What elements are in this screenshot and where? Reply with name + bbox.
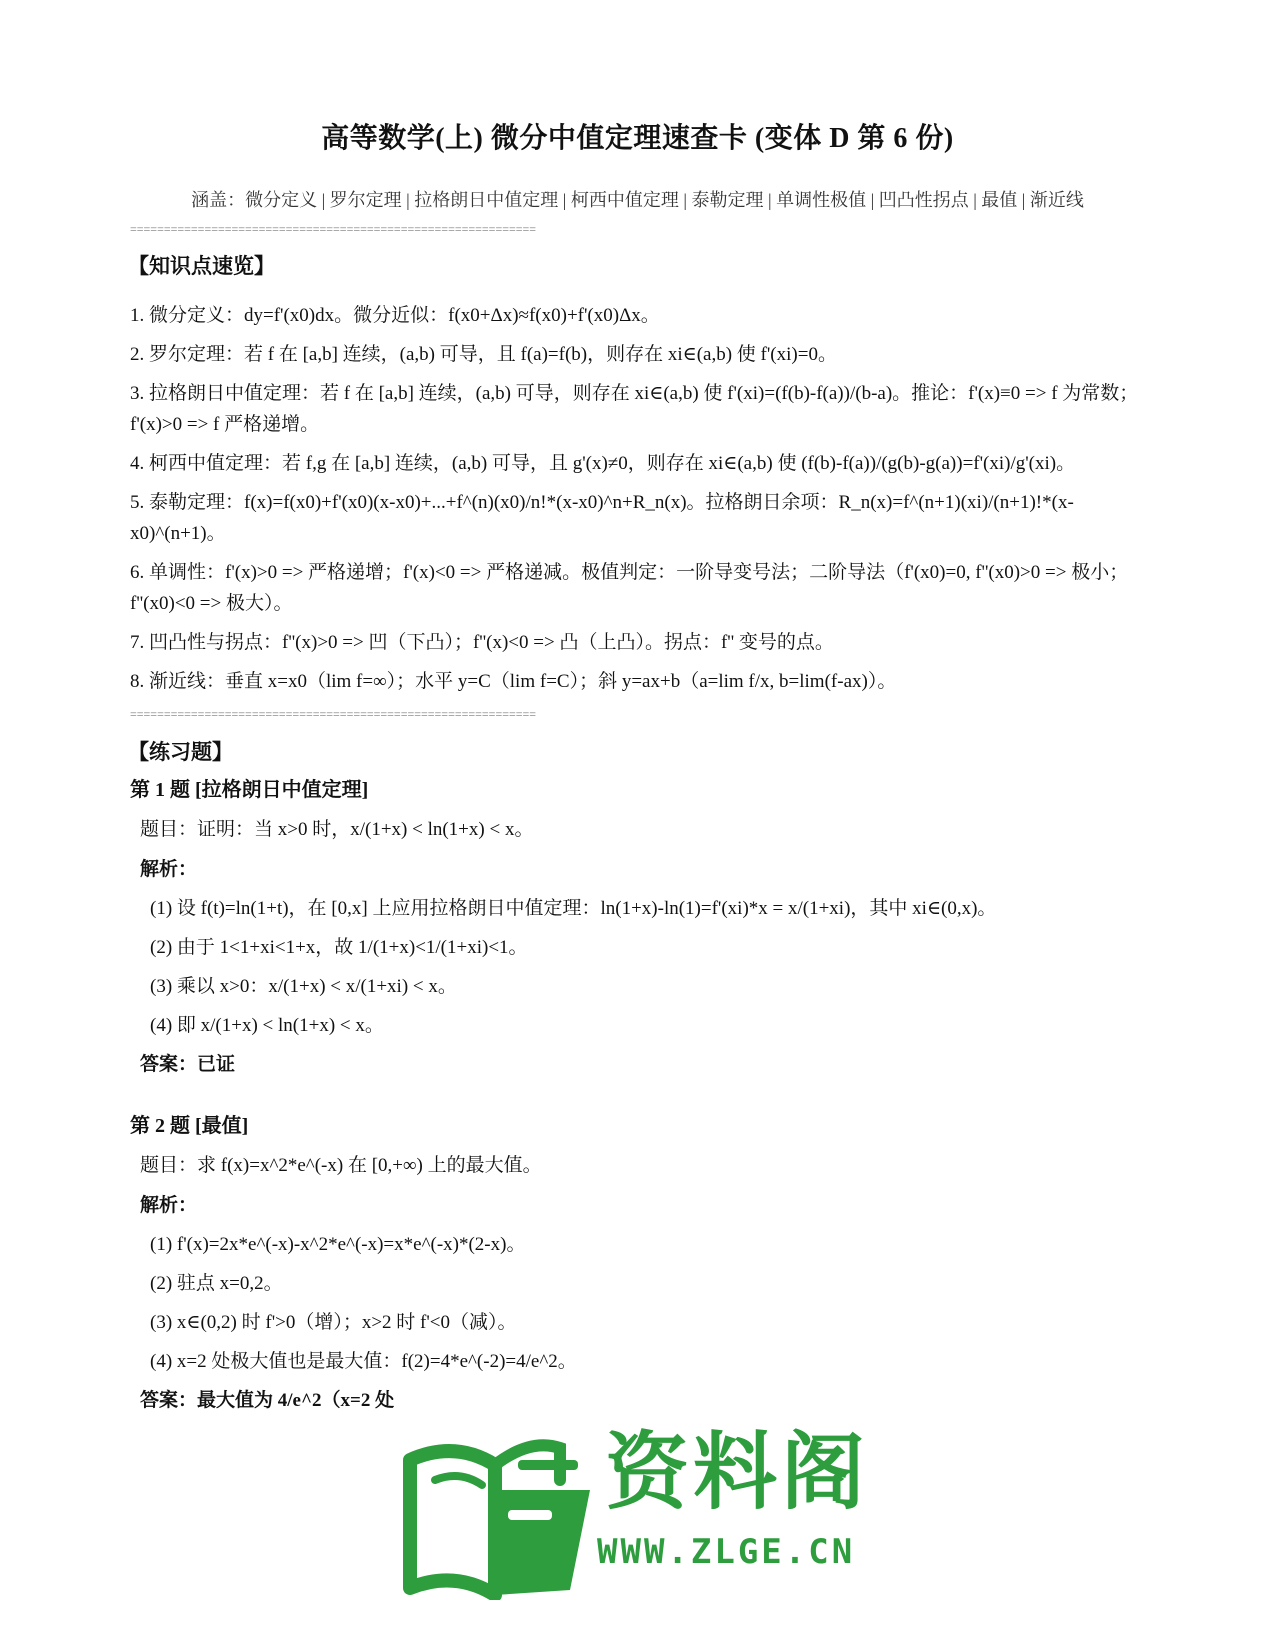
problem-answer: 答案：已证 bbox=[140, 1054, 236, 1075]
list-item: (3) x∈(0,2) 时 f'>0（增）；x>2 时 f'<0（减）。 bbox=[150, 1312, 517, 1333]
list-item: 6. 单调性：f'(x)>0 => 严格递增；f'(x)<0 => 严格递减。极值判定：一阶导变号法；二阶导法（f'(x0)=0, f''(x0)>0 => 极小；f''(x0)<0 => 极大）。 bbox=[130, 562, 1129, 614]
list-item: 2. 罗尔定理：若 f 在 [a,b] 连续，(a,b) 可导，且 f(a)=f(b)，则存在 xi∈(a,b) 使 f'(xi)=0。 bbox=[130, 344, 837, 365]
list-item: 7. 凹凸性与拐点：f''(x)>0 => 凹（下凸）；f''(x)<0 => 凸（上凸）。拐点：f'' 变号的点。 bbox=[130, 632, 834, 653]
problem-1 bbox=[130, 776, 1145, 1079]
list-item: (4) 即 x/(1+x) < ln(1+x) < x。 bbox=[150, 1015, 384, 1036]
page-title: 高等数学(上) 微分中值定理速查卡 (变体 D 第 6 份) bbox=[321, 123, 954, 154]
problem-answer: 答案：最大值为 4/e^2（x=2 处 bbox=[140, 1390, 395, 1411]
knowledge-list bbox=[130, 300, 1145, 705]
problem-2 bbox=[130, 1112, 1145, 1415]
watermark bbox=[400, 1420, 870, 1610]
list-item: 1. 微分定义：dy=f'(x0)dx。微分近似：f(x0+Δx)≈f(x0)+f'(x0)Δx。 bbox=[130, 305, 660, 326]
open-book-folder-logo-icon bbox=[400, 1420, 600, 1600]
problem-title: 第 2 题 [最值] bbox=[130, 1115, 249, 1137]
problem-question: 题目：证明：当 x>0 时，x/(1+x) < ln(1+x) < x。 bbox=[140, 819, 534, 840]
list-item: (2) 驻点 x=0,2。 bbox=[150, 1273, 283, 1294]
list-item: (3) 乘以 x>0：x/(1+x) < x/(1+xi) < x。 bbox=[150, 976, 457, 997]
problem-question: 题目：求 f(x)=x^2*e^(-x) 在 [0,+∞) 上的最大值。 bbox=[140, 1155, 542, 1176]
list-item: (1) 设 f(t)=ln(1+t)，在 [0,x] 上应用拉格朗日中值定理：ln(1+x)-ln(1)=f'(xi)*x = x/(1+xi)，其中 xi∈(0,x)。 bbox=[150, 898, 997, 919]
analysis-steps bbox=[130, 895, 1145, 1040]
list-item: (4) x=2 处极大值也是最大值：f(2)=4*e^(-2)=4/e^2。 bbox=[150, 1351, 577, 1372]
list-item: 4. 柯西中值定理：若 f,g 在 [a,b] 连续，(a,b) 可导，且 g'(x)≠0，则存在 xi∈(a,b) 使 (f(b)-f(a))/(g(b)-g(a))=f'(xi)/g'(xi)。 bbox=[130, 453, 1076, 474]
section-heading-practice: 【练习题】 bbox=[128, 740, 233, 764]
list-item: 5. 泰勒定理：f(x)=f(x0)+f'(x0)(x-x0)+...+f^(n)(x0)/n!*(x-x0)^n+R_n(x)。拉格朗日余项：R_n(x)=f^(n+1)(xi)/(n+1)!*(x-x0)^(n+1)。 bbox=[130, 492, 1074, 544]
analysis-steps bbox=[130, 1231, 1145, 1376]
problem-title: 第 1 题 [拉格朗日中值定理] bbox=[130, 779, 369, 801]
separator-line: ============================================================ bbox=[130, 707, 537, 721]
section-heading-knowledge: 【知识点速览】 bbox=[128, 254, 275, 278]
list-item: (2) 由于 1<1+xi<1+x，故 1/(1+x)<1/(1+xi)<1。 bbox=[150, 937, 528, 958]
list-item: 3. 拉格朗日中值定理：若 f 在 [a,b] 连续，(a,b) 可导，则存在 xi∈(a,b) 使 f'(xi)=(f(b)-f(a))/(b-a)。推论：f'(x)≡0 => f 为常数；f'(x)>0 => f 严格递增。 bbox=[130, 383, 1139, 435]
list-item: (1) f'(x)=2x*e^(-x)-x^2*e^(-x)=x*e^(-x)*(2-x)。 bbox=[150, 1234, 526, 1255]
analysis-label: 解析： bbox=[140, 1195, 198, 1216]
watermark-url: WWW.ZLGE.CN bbox=[597, 1532, 856, 1572]
analysis-label: 解析： bbox=[140, 859, 198, 880]
separator-line: ============================================================ bbox=[130, 222, 537, 236]
watermark-brand: 资料阁 bbox=[605, 1423, 870, 1521]
page-subtitle: 涵盖：微分定义 | 罗尔定理 | 拉格朗日中值定理 | 柯西中值定理 | 泰勒定理 | 单调性极值 | 凹凸性拐点 | 最值 | 渐近线 bbox=[191, 190, 1084, 210]
list-item: 8. 渐近线：垂直 x=x0（lim f=∞）；水平 y=C（lim f=C）；斜 y=ax+b（a=lim f/x, b=lim(f-ax)）。 bbox=[130, 671, 897, 692]
